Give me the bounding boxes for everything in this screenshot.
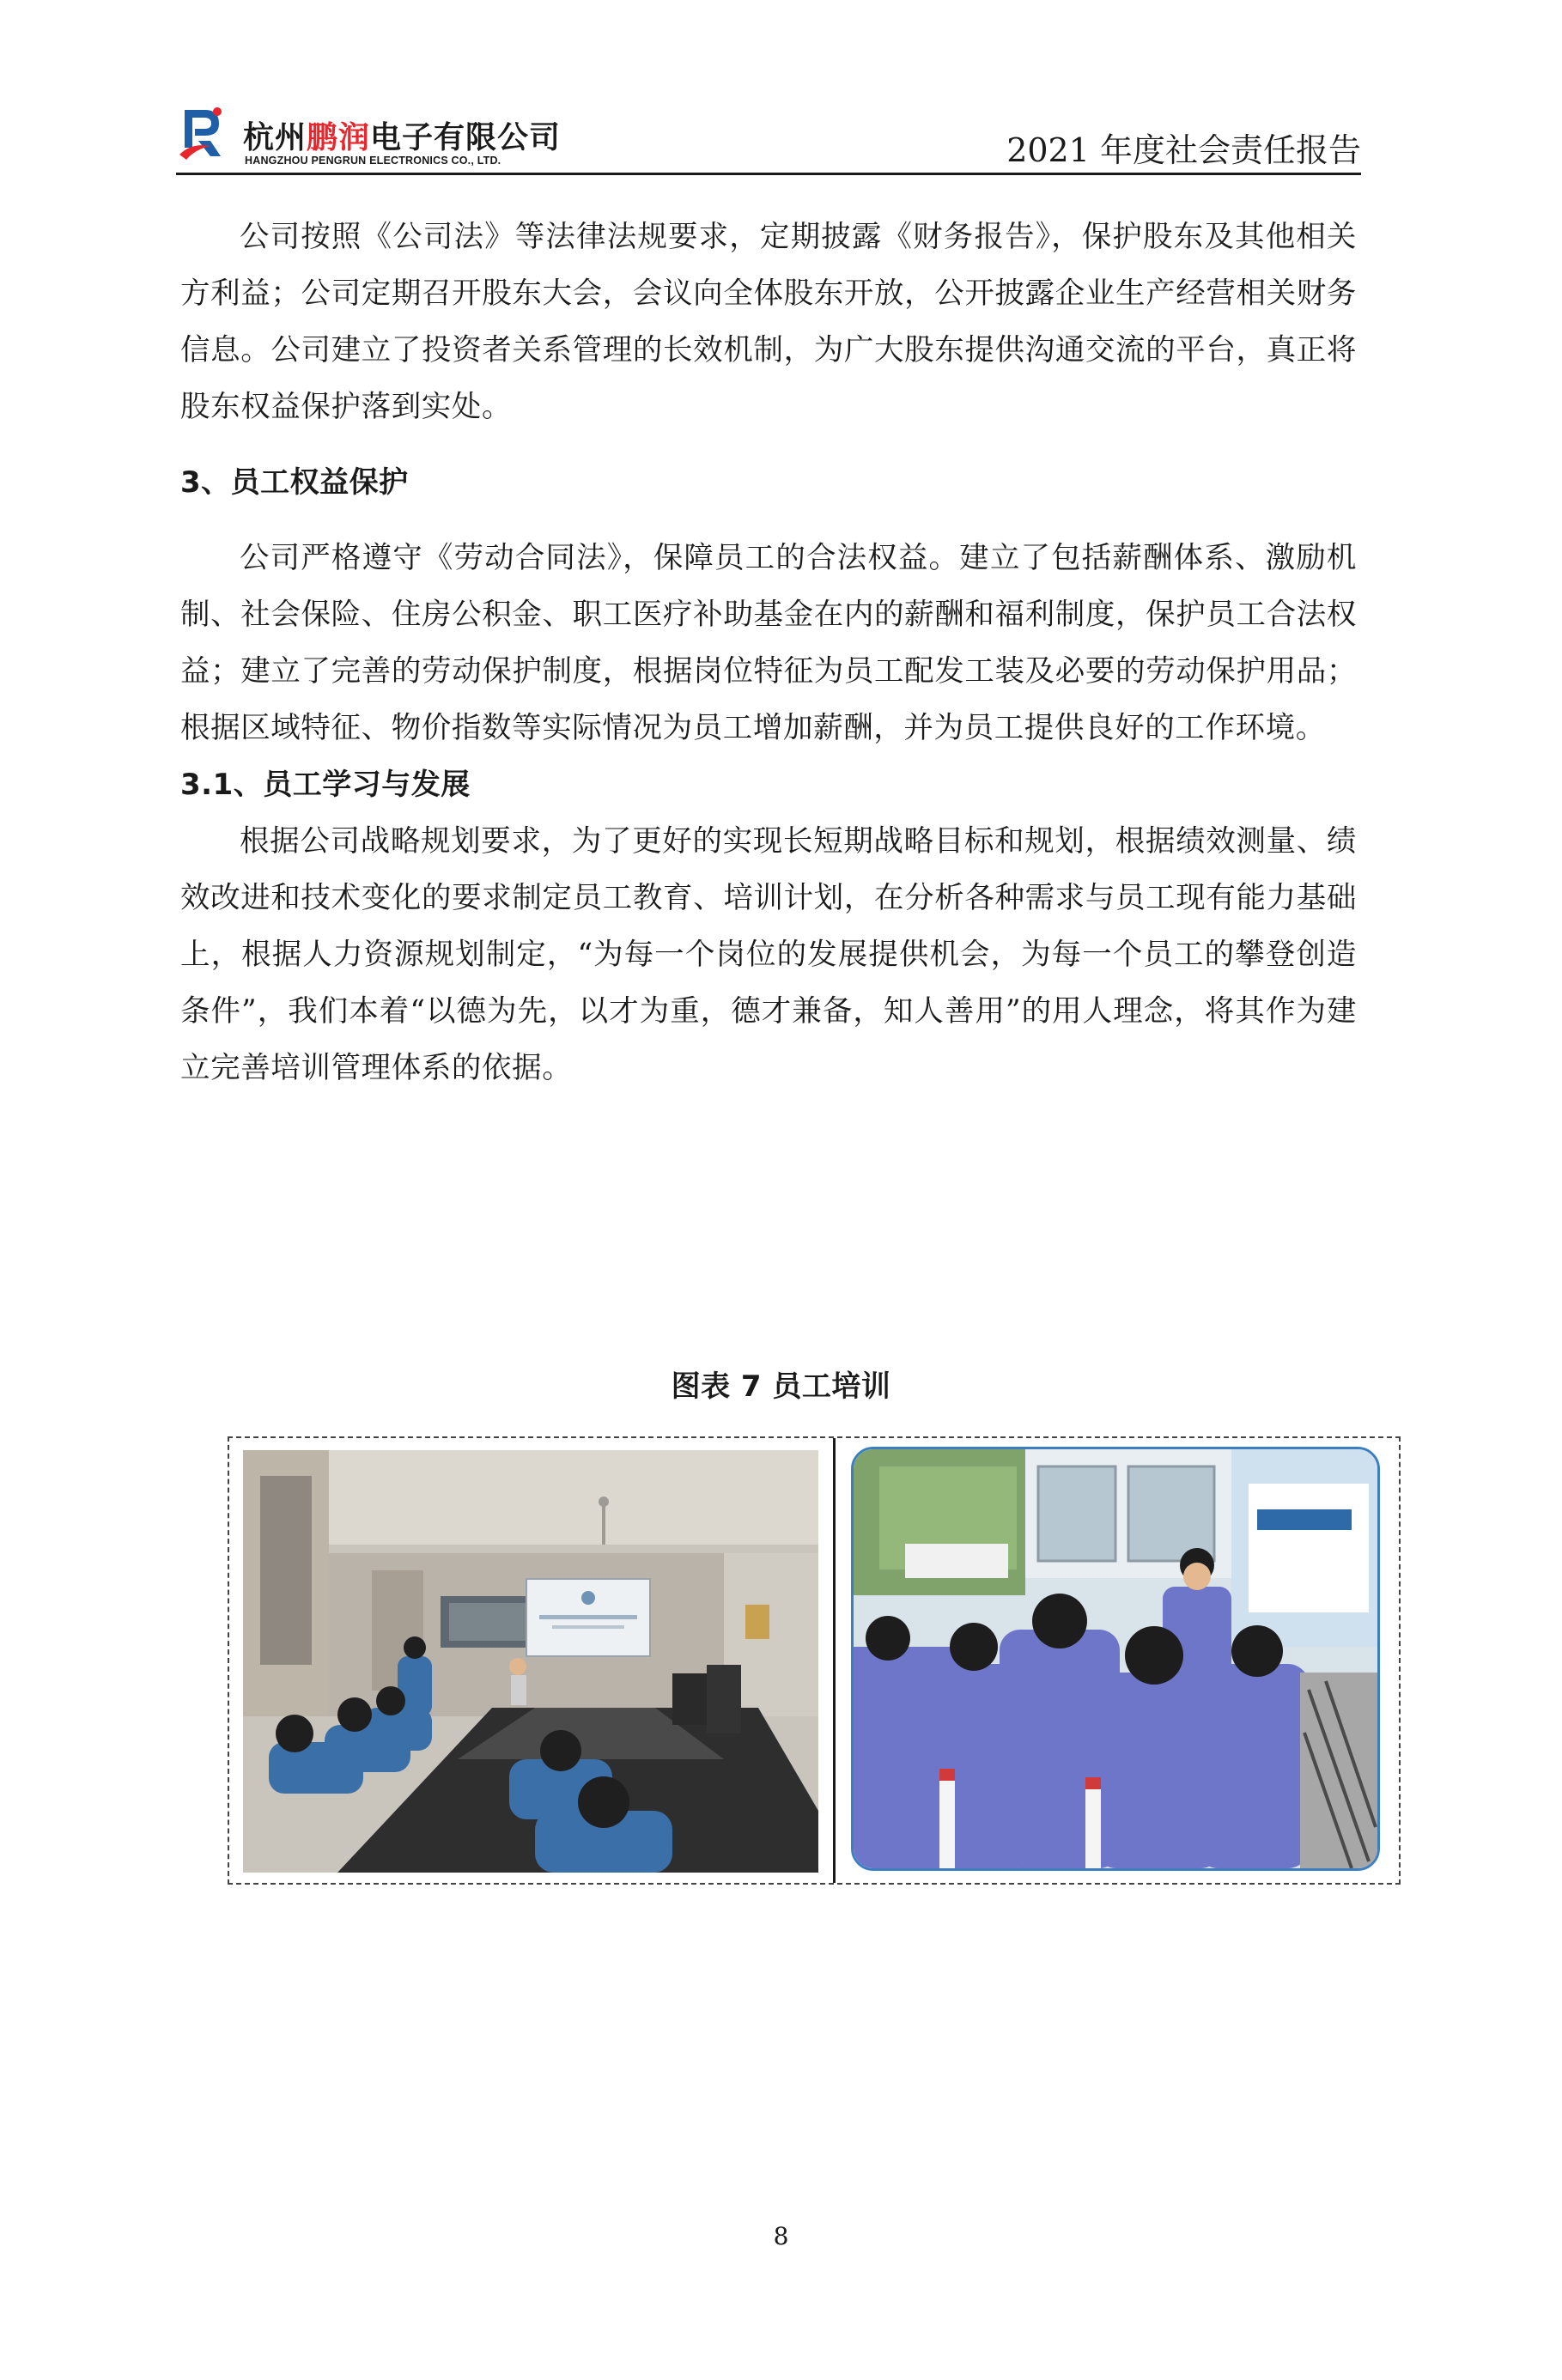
training-photo-classroom: [851, 1447, 1380, 1871]
section-heading-employee-rights: 3、员工权益保护: [180, 465, 409, 500]
company-name-en: HANGZHOU PENGRUN ELECTRONICS CO., LTD.: [245, 155, 501, 167]
report-title: 2021 年度社会责任报告: [1006, 131, 1361, 169]
paragraph-shareholders: 公司按照《公司法》等法律法规要求，定期披露《财务报告》，保护股东及其他相关方利益；公司定期召开股东大会，会议向全体股东开放，公开披露企业生产经营相关财务信息。公司建立了投资者关系管理的长效机制，为广大股东提供沟通交流的平台，真正将股东权益保护落到实处。: [180, 220, 1357, 424]
paragraph-employee-rights: 公司严格遵守《劳动合同法》，保障员工的合法权益。建立了包括薪酬体系、激励机制、社会保险、住房公积金、职工医疗补助基金在内的薪酬和福利制度，保护员工合法权益；建立了完善的劳动保护制度，根据岗位特征为员工配发工装及必要的劳动保护用品；根据区域特征、物价指数等实际情况为员工增加薪酬，并为员工提供良好的工作环境。: [180, 541, 1357, 745]
page-header: [176, 103, 1361, 172]
photo-divider: [833, 1438, 836, 1883]
pengrun-logo-icon: [176, 103, 228, 163]
company-name-part2: 电子有限公司: [370, 120, 562, 155]
training-photos-figure: [228, 1436, 1401, 1885]
company-name-accent: 鹏润: [307, 120, 371, 155]
header-divider: [176, 173, 1361, 175]
training-photo-meeting-room: [243, 1450, 818, 1873]
figure-caption: 图表 7 员工培训: [671, 1369, 891, 1404]
section-heading-learning: 3.1、员工学习与发展: [180, 768, 471, 802]
company-name-cn: [243, 113, 561, 157]
page-number: 8: [773, 2222, 789, 2250]
page-body: [180, 209, 1357, 1096]
company-name-part1: 杭州: [243, 120, 307, 155]
paragraph-learning: 根据公司战略规划要求，为了更好的实现长短期战略目标和规划，根据绩效测量、绩效改进和技术变化的要求制定员工教育、培训计划，在分析各种需求与员工现有能力基础上，根据人力资源规划制定，“为每一个岗位的发展提供机会，为每一个员工的攀登创造条件”，我们本着“以德为先，以才为重，德才兼备，知人善用”的用人理念，将其作为建立完善培训管理体系的依据。: [180, 824, 1357, 1085]
